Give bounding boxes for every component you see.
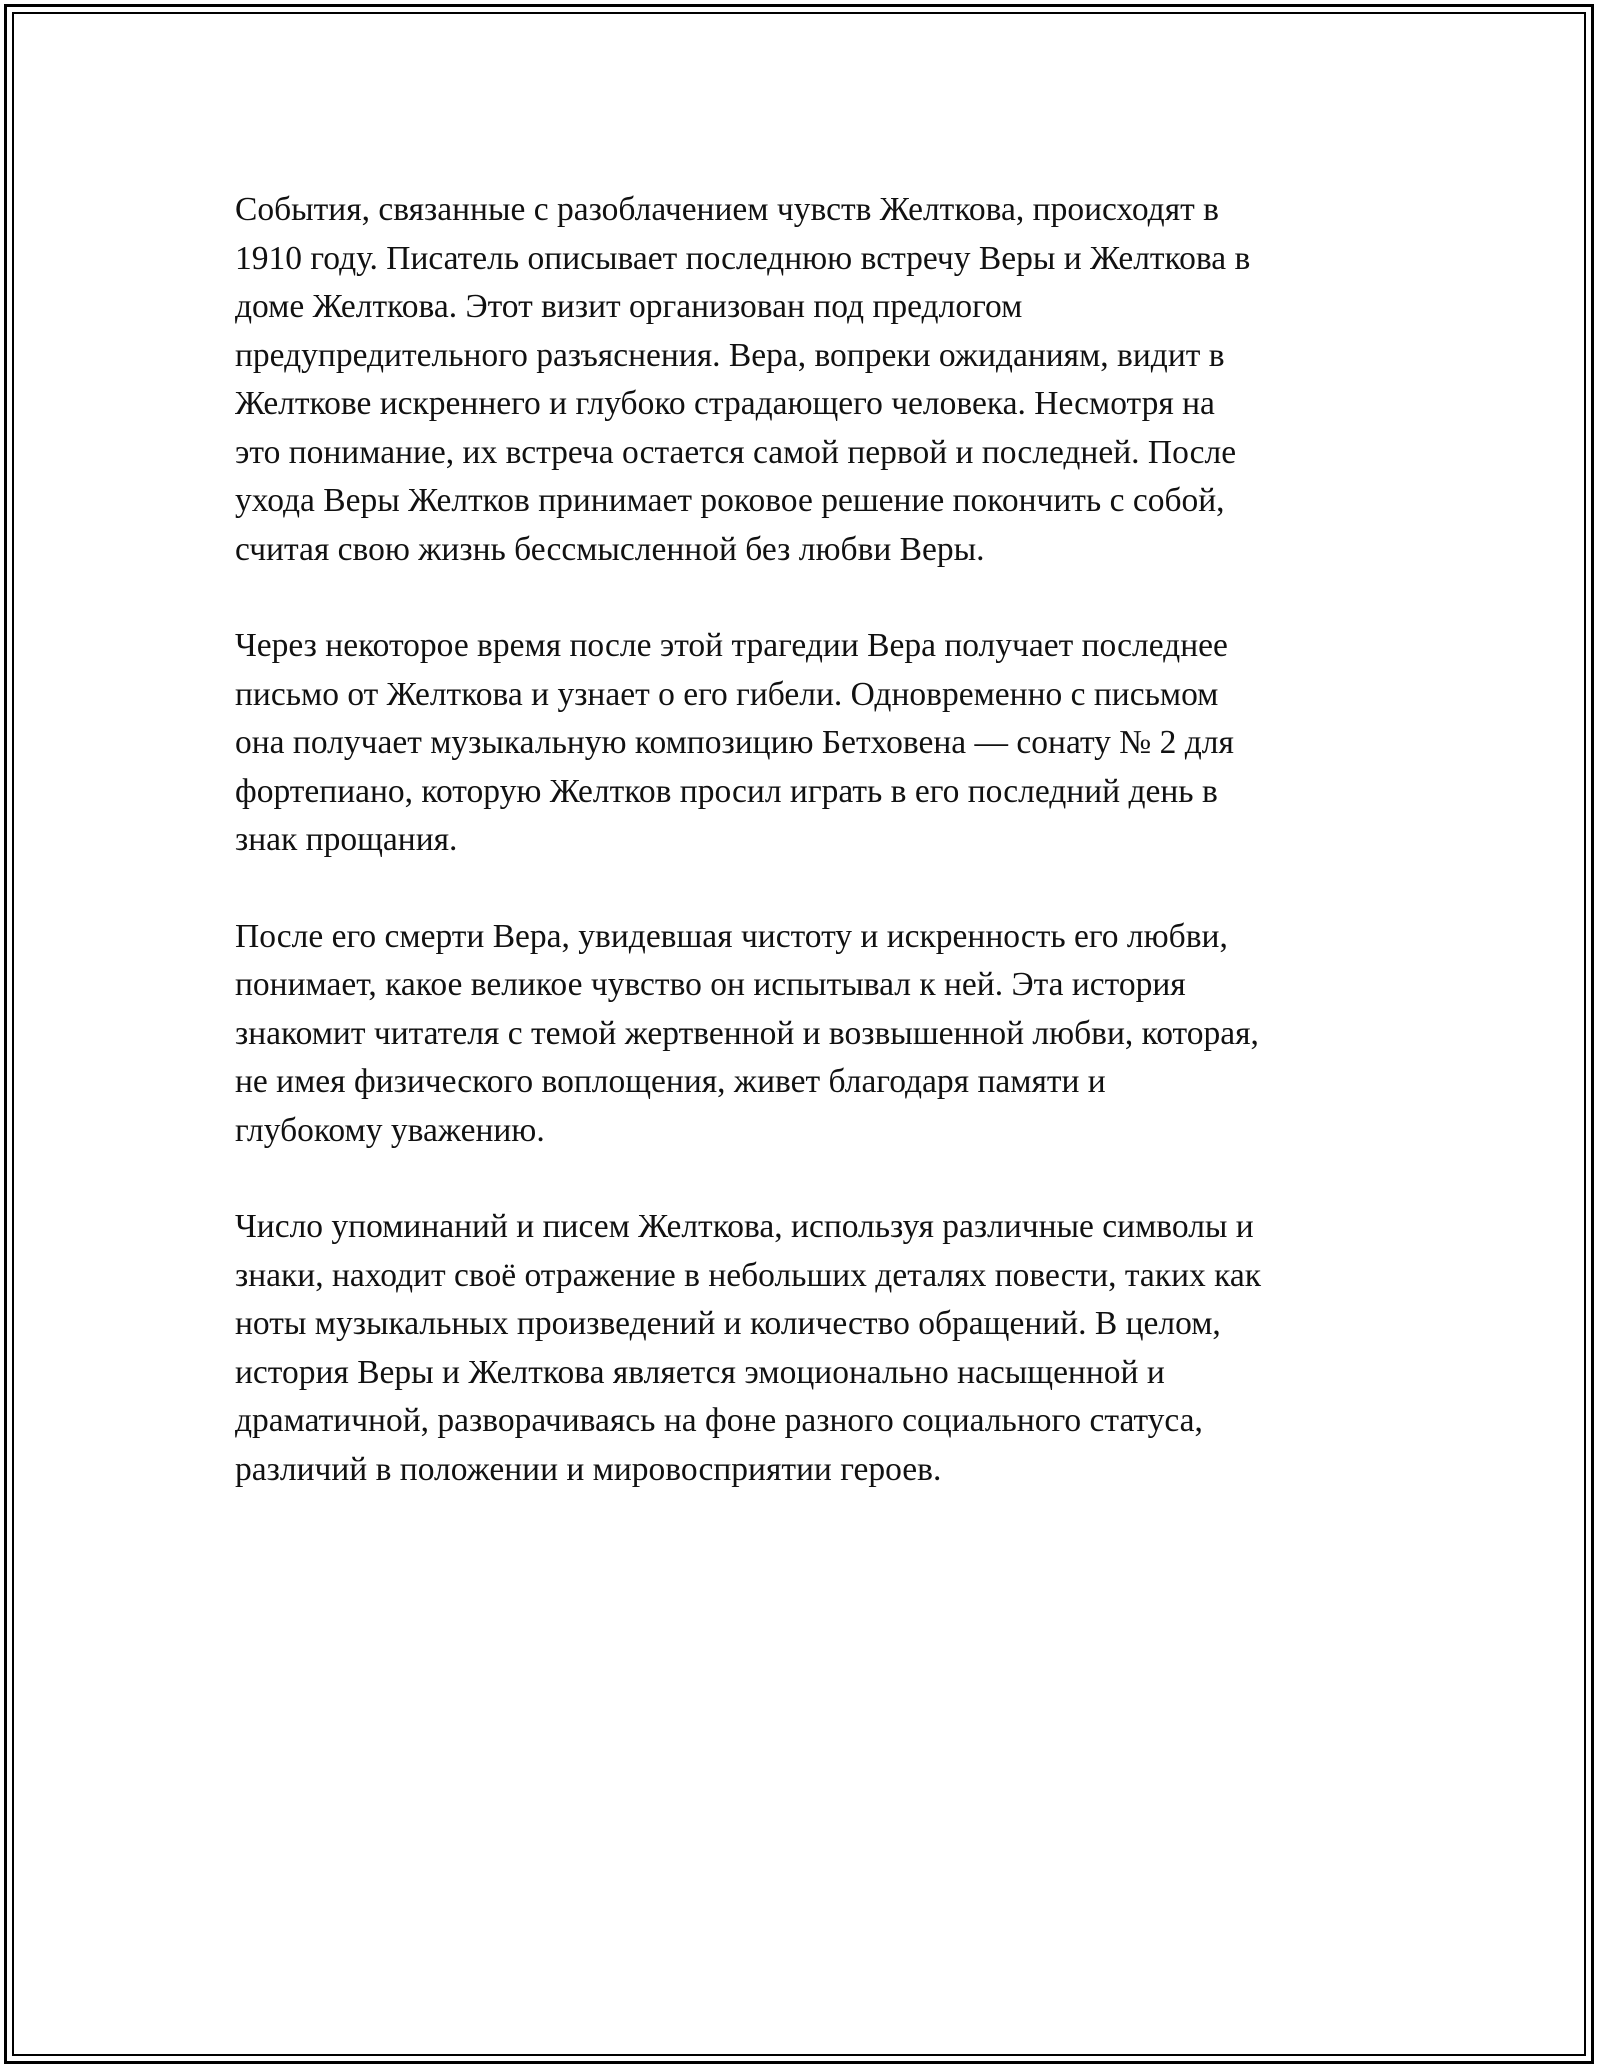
text-line: Желткове искреннего и глубоко страдающего человека. Несмотря на bbox=[235, 385, 1215, 422]
text-line: драматичной, разворачиваясь на фоне разного социального статуса, bbox=[235, 1402, 1203, 1439]
text-line: События, связанные с разоблачением чувств Желткова, происходят в bbox=[235, 191, 1219, 228]
paragraph-4 bbox=[235, 1203, 1395, 1494]
text-line: история Веры и Желткова является эмоционально насыщенной и bbox=[235, 1353, 1165, 1391]
document-body bbox=[235, 186, 1395, 1542]
paragraph-1 bbox=[235, 186, 1395, 574]
text-line: понимает, какое великое чувство он испытывал к ней. Эта история bbox=[235, 966, 1186, 1003]
text-line: не имея физического воплощения, живет благодаря памяти и bbox=[235, 1063, 1106, 1100]
paragraph-3 bbox=[235, 913, 1395, 1156]
text-line: письмо от Желткова и узнает о его гибели. Одновременно с письмом bbox=[235, 675, 1219, 713]
text-line: знак прощания. bbox=[235, 821, 458, 858]
text-line: Число упоминаний и писем Желткова, используя различные символы и bbox=[235, 1208, 1254, 1245]
text-line: она получает музыкальную композицию Бетховена — сонату № 2 для bbox=[235, 724, 1234, 761]
text-line: 1910 году. Писатель описывает последнюю встречу Веры и Желткова в bbox=[235, 239, 1251, 277]
text-line: доме Желткова. Этот визит организован под предлогом bbox=[235, 288, 1023, 325]
text-line: фортепиано, которую Желтков просил играть в его последний день в bbox=[235, 772, 1218, 810]
text-line: Через некоторое время после этой трагедии Вера получает последнее bbox=[235, 627, 1228, 664]
text-line: знаки, находит своё отражение в небольших деталях повести, таких как bbox=[235, 1256, 1262, 1294]
text-line: считая свою жизнь бессмысленной без любви Веры. bbox=[235, 530, 985, 568]
text-line: ухода Веры Желтков принимает роковое решение покончить с собой, bbox=[235, 482, 1225, 519]
text-line: знакомит читателя с темой жертвенной и возвышенной любви, которая, bbox=[235, 1014, 1259, 1052]
text-line: глубокому уважению. bbox=[235, 1111, 545, 1149]
text-line: предупредительного разъяснения. Вера, вопреки ожиданиям, видит в bbox=[235, 336, 1225, 374]
text-line: ноты музыкальных произведений и количество обращений. В целом, bbox=[235, 1305, 1221, 1342]
text-line: это понимание, их встреча остается самой первой и последней. После bbox=[235, 433, 1237, 471]
paragraph-2 bbox=[235, 622, 1395, 865]
text-line: различий в положении и мировосприятии героев. bbox=[235, 1450, 942, 1488]
text-line: После его смерти Вера, увидевшая чистоту и искренность его любви, bbox=[235, 917, 1228, 955]
